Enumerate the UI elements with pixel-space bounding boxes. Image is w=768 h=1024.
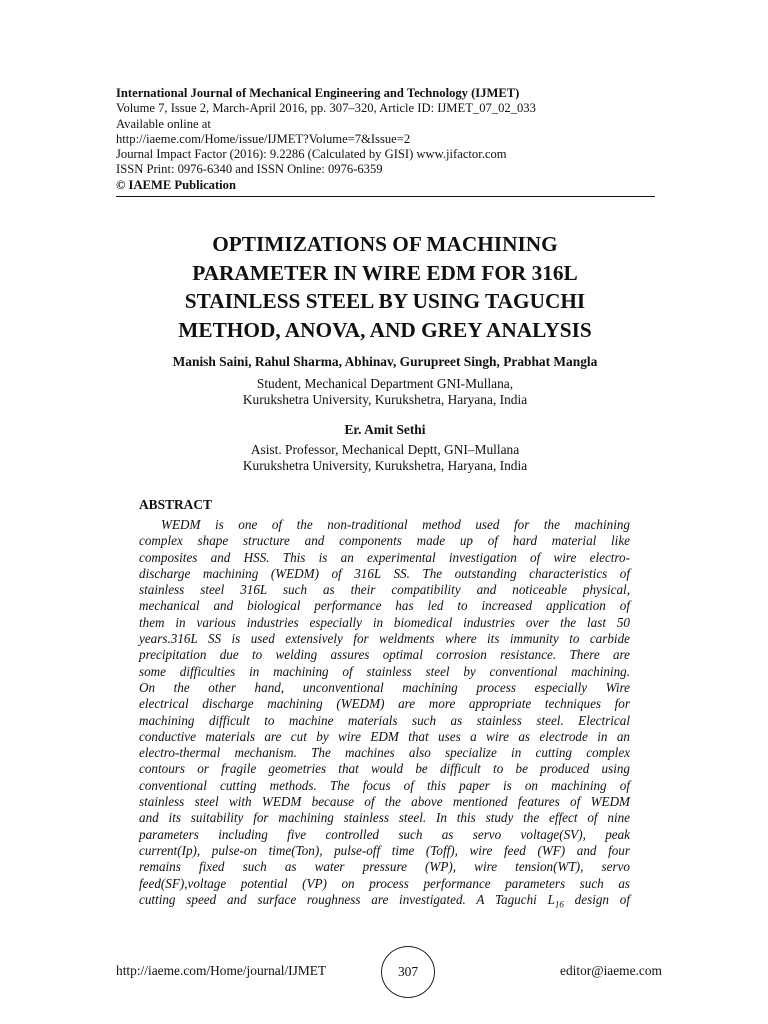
abstract-line: feed(SF),voltage potential (VP) on process performance parameters such as [139,875,630,891]
abstract-line: stainless steel 316L such as their compatibility and noticeable physical, [139,582,630,598]
title-line: STAINLESS STEEL BY USING TAGUCHI [184,289,586,314]
abstract-line: discharge machining (WEDM) of 316L SS. The outstanding characteristics of [139,565,630,581]
abstract-line [139,892,630,913]
abstract-line: electrical discharge machining (WEDM) are more appropriate techniques for [139,696,630,712]
abstract-line: remains fixed such as water pressure (WP), wire tension(WT), servo [139,859,630,875]
title-line: PARAMETER IN WIRE EDM FOR 316L [192,260,578,285]
abstract-line: some difficulties in machining of stainless steel by conventional machining. [139,663,630,679]
affiliation-line: Asist. Professor, Mechanical Deptt, GNI–Mullana [250,442,520,457]
paper-title [100,230,670,344]
author-list: Manish Saini, Rahul Sharma, Abhinav, Gurupreet Singh, Prabhat Mangla [172,354,598,369]
affiliation-supervisor [100,442,670,474]
affiliation-students [100,376,670,408]
abstract-body [139,517,630,913]
abstract-line: machining difficult to machine materials such as stainless steel. Electrical [139,712,630,728]
footer-journal-link[interactable]: http://iaeme.com/Home/journal/IJMET [116,963,327,978]
affiliation-line: Kurukshetra University, Kurukshetra, Haryana, India [242,392,528,407]
title-line: OPTIMIZATIONS OF MACHINING [212,232,558,256]
abstract-line-text: cutting speed and surface roughness are investigated. A Taguchi L [139,891,555,907]
journal-publisher: © IAEME Publication [116,177,236,192]
supervisor-name: Er. Amit Sethi [344,422,426,437]
abstract-line-tail: design of [563,891,630,907]
journal-name: International Journal of Mechanical Engineering and Technology (IJMET) [116,86,520,100]
page-number [381,946,435,998]
abstract-line: complex shape structure and components made up of hard material like [139,533,630,549]
affiliation-line: Student, Mechanical Department GNI-Mullana, [256,376,514,391]
abstract-line: On the other hand, unconventional machining process especially Wire [139,679,630,695]
abstract-line: composites and HSS. This is an experimental investigation of wire electro- [139,549,630,565]
abstract-line: years.316L SS is used extensively for weldments where its immunity to carbide [139,631,630,647]
journal-impact: Journal Impact Factor (2016): 9.2286 (Calculated by GISI) www.jifactor.com [116,147,507,162]
abstract-line: precipitation due to welding assures optimal corrosion resistance. There are [139,647,630,663]
affiliation-line: Kurukshetra University, Kurukshetra, Haryana, India [242,458,528,473]
footer-email-link[interactable]: editor@iaeme.com [560,963,662,978]
abstract-line: them in various industries especially in biomedical industries over the last 50 [139,614,630,630]
page-number-text: 307 [397,964,419,979]
abstract-line: WEDM is one of the non-traditional method used for the machining [161,517,630,532]
journal-header [116,86,656,193]
abstract-heading: ABSTRACT [139,497,212,512]
abstract-line: current(Ip), pulse-on time(Ton), pulse-off time (Toff), wire feed (WF) and four [139,842,630,858]
taguchi-subscript: 16 [554,899,564,910]
abstract-line: conventional cutting methods. The focus of this paper is on machining of [139,777,630,793]
abstract-line: stainless steel with WEDM because of the above mentioned features of WEDM [139,794,630,810]
journal-available: Available online at [116,116,211,131]
journal-volume: Volume 7, Issue 2, March-April 2016, pp. 307–320, Article ID: IJMET_07_02_033 [116,101,536,116]
abstract-line: contours or fragile geometries that would be difficult to be produced using [139,761,630,777]
journal-issn: ISSN Print: 0976-6340 and ISSN Online: 0976-6359 [116,162,383,177]
abstract-line: parameters including five controlled such as servo voltage(SV), peak [139,826,630,842]
abstract-line: and its suitability for machining stainless steel. In this study the effect of nine [139,810,630,826]
abstract-line: mechanical and biological performance has led to increased application of [139,598,630,614]
abstract-line: conductive materials are cut by wire EDM that uses a wire as electrode in an [139,728,630,744]
abstract-line: electro-thermal mechanism. The machines also specialize in cutting complex [139,745,630,761]
header-divider [116,196,655,197]
title-line: METHOD, ANOVA, AND GREY ANALYSIS [178,317,592,342]
journal-url[interactable]: http://iaeme.com/Home/issue/IJMET?Volume=7&Issue=2 [116,131,411,146]
